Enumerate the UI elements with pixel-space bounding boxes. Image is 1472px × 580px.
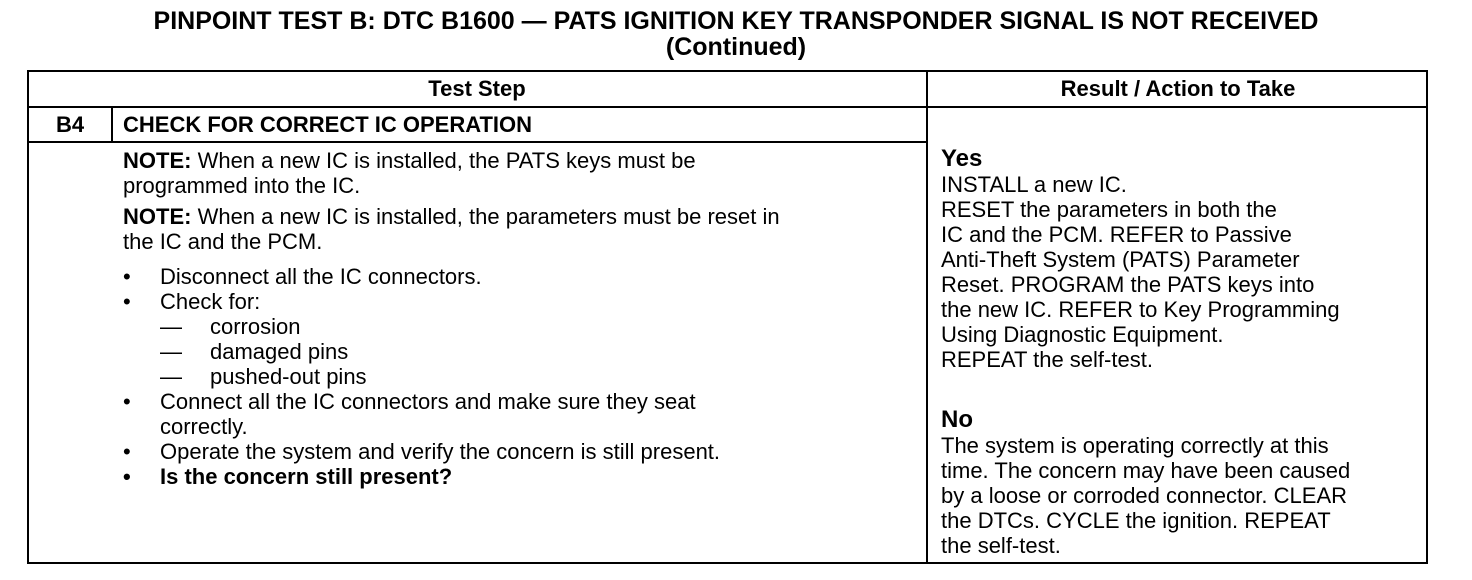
note-label: NOTE: <box>123 204 192 229</box>
no-action-line: time. The concern may have been caused <box>941 458 1351 483</box>
page-subtitle: (Continued) <box>665 33 807 61</box>
sub-list-item <box>123 314 780 339</box>
no-action-line: The system is operating correctly at this <box>941 433 1329 458</box>
question-text: Is the concern still present? <box>160 464 453 489</box>
step-title: CHECK FOR CORRECT IC OPERATION <box>123 112 533 137</box>
step-id: B4 <box>55 112 85 137</box>
dash-icon: — <box>160 339 182 364</box>
note-text: programmed into the IC. <box>123 173 361 198</box>
sub-list-item-text: corrosion <box>210 314 301 339</box>
list-item-text: Check for: <box>160 289 261 314</box>
list-item-text: correctly. <box>160 414 248 439</box>
step-id-divider <box>111 106 113 142</box>
list-item-text: Disconnect all the IC connectors. <box>160 264 482 289</box>
note-text: When a new IC is installed, the parameters must be reset in <box>191 204 780 229</box>
result-yes <box>941 146 1340 372</box>
note-label: NOTE: <box>123 148 192 173</box>
list-item-text: Connect all the IC connectors and make sure they seat <box>160 389 696 414</box>
note-2 <box>123 204 780 254</box>
yes-action-line: Reset. PROGRAM the PATS keys into <box>941 272 1315 297</box>
no-action-line: the self-test. <box>941 533 1061 558</box>
sub-list-item-text: damaged pins <box>210 339 349 364</box>
list-item <box>123 289 780 314</box>
bullet-icon: • <box>123 264 131 289</box>
no-action-line: the DTCs. CYCLE the ignition. REPEAT <box>941 508 1331 533</box>
step-instructions <box>123 148 780 489</box>
list-item <box>123 439 780 464</box>
bullet-icon: • <box>123 389 131 414</box>
dash-icon: — <box>160 314 182 339</box>
dash-icon: — <box>160 364 182 389</box>
list-item <box>123 389 780 439</box>
step-title-divider <box>27 141 927 143</box>
yes-action-line: Anti-Theft System (PATS) Parameter <box>941 247 1300 272</box>
header-result: Result / Action to Take <box>1060 76 1296 101</box>
no-action-line: by a loose or corroded connector. CLEAR <box>941 483 1348 508</box>
sub-list-item <box>123 364 780 389</box>
yes-label: Yes <box>941 145 983 172</box>
yes-action-line: RESET the parameters in both the <box>941 197 1277 222</box>
sub-list-item-text: pushed-out pins <box>210 364 367 389</box>
no-label: No <box>941 406 973 433</box>
list-item <box>123 464 780 489</box>
note-text: When a new IC is installed, the PATS keys must be <box>191 148 696 173</box>
yes-action-line: Using Diagnostic Equipment. <box>941 322 1224 347</box>
result-no <box>941 407 1350 558</box>
column-divider <box>926 70 928 564</box>
bullet-icon: • <box>123 439 131 464</box>
header-divider <box>27 106 1428 108</box>
page-title: PINPOINT TEST B: DTC B1600 — PATS IGNITION KEY TRANSPONDER SIGNAL IS NOT RECEIVED <box>153 7 1319 35</box>
note-text: the IC and the PCM. <box>123 229 323 254</box>
bullet-icon: • <box>123 464 131 489</box>
list-item <box>123 264 780 289</box>
header-test-step: Test Step <box>428 76 526 101</box>
yes-action-line: INSTALL a new IC. <box>941 172 1127 197</box>
bullet-icon: • <box>123 289 131 314</box>
yes-action-line: REPEAT the self-test. <box>941 347 1153 372</box>
note-1 <box>123 148 780 198</box>
yes-action-line: the new IC. REFER to Key Programming <box>941 297 1340 322</box>
list-item-text: Operate the system and verify the concern is still present. <box>160 439 721 464</box>
yes-action-line: IC and the PCM. REFER to Passive <box>941 222 1292 247</box>
sub-list-item <box>123 339 780 364</box>
